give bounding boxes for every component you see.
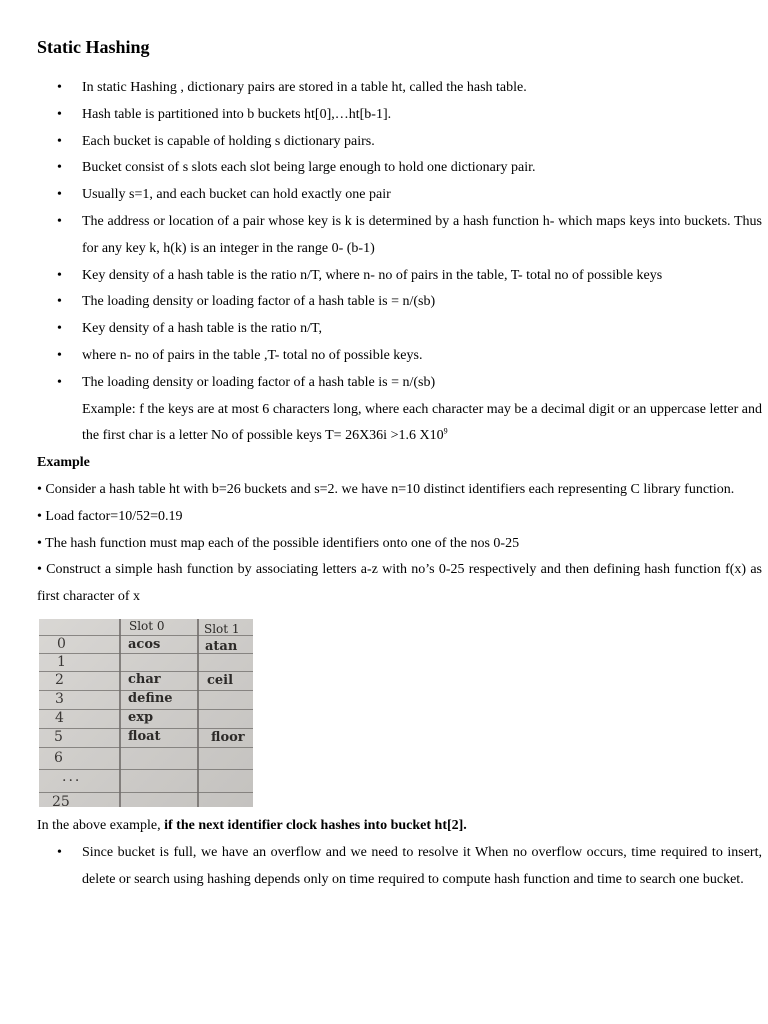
bullet-item: • Key density of a hash table is the ratio n/T, where n- no of pairs in the table, T- total no of possible keys (37, 263, 762, 290)
bucket-index: 2 (55, 671, 64, 688)
bullet-item: • The address or location of a pair whose key is k is determined by a hash function h- which maps keys into buckets. Thus for any key k, h(k) is an integer in the range 0- (b-1) (37, 209, 762, 263)
bullet-dot-icon: • (57, 321, 62, 337)
overflow-intro: In the above example, if the next identifier clock hashes into bucket ht[2]. (37, 817, 467, 833)
bullet-dot-icon: • (57, 347, 62, 363)
example-point: • The hash function must map each of the possible identifiers onto one of the nos 0-25 (37, 535, 520, 551)
slot-0-cell: float (128, 728, 161, 744)
bucket-index: 5 (54, 728, 63, 745)
exponent: 9 (443, 426, 448, 436)
bucket-index: 6 (54, 749, 63, 766)
bullet-item: • Bucket consist of s slots each slot being large enough to hold one dictionary pair. (37, 155, 762, 182)
bullet-dot-icon: • (57, 294, 62, 310)
document-page (37, 30, 762, 893)
bullet-item: • Hash table is partitioned into b buckets ht[0],…ht[b-1]. (37, 102, 762, 129)
bucket-index: 3 (55, 690, 64, 707)
bullet-item: • Since bucket is full, we have an overflow and we need to resolve it When no overflow occurs, time required to insert, delete or search using hashing depends only on time required to compute hash function and time to search one bucket. (37, 840, 762, 894)
slot-1-header: Slot 1 (204, 621, 240, 636)
example-point: • Construct a simple hash function by associating letters a-z with no’s 0-25 respectively and then defining hash function f(x) as first character of x (37, 562, 762, 605)
bullet-item: • where n- no of pairs in the table ,T- total no of possible keys. (37, 343, 762, 370)
example-heading: Example (37, 455, 90, 471)
bucket-index: 4 (55, 709, 64, 726)
slot-0-cell: char (128, 671, 161, 687)
slot-0-cell: exp (128, 709, 154, 725)
bullet-dot-icon: • (57, 213, 62, 229)
bucket-index: 1 (57, 653, 66, 670)
bullet-item: • The loading density or loading factor of a hash table is = n/(sb) (37, 289, 762, 316)
bullet-dot-icon: • (57, 187, 62, 203)
bullet-item: • In static Hashing , dictionary pairs are stored in a table ht, called the hash table. (37, 75, 762, 102)
slot-1-cell: floor (211, 729, 245, 745)
column-divider (119, 619, 121, 807)
bullet-dot-icon: • (57, 133, 62, 149)
hash-table-photo (39, 619, 253, 807)
example-note: Example: f the keys are at most 6 characters long, where each character may be a decimal digit or an uppercase letter and the first char is a letter No of possible keys T= 26X36i >1.6 $X10^9$ (82, 401, 762, 444)
bullet-item: • Usually s=1, and each bucket can hold exactly one pair (37, 182, 762, 209)
bullet-dot-icon: • (57, 374, 62, 390)
row-divider (39, 747, 253, 748)
example-point: • Load factor=10/52=0.19 (37, 508, 183, 524)
slot-0-header: Slot 0 (129, 618, 165, 633)
bullet-item: • The loading density or loading factor of a hash table is = n/(sb) (37, 370, 762, 397)
column-divider (197, 619, 199, 807)
definition-list (37, 75, 762, 397)
bucket-index: 25 (52, 793, 70, 807)
example-point: • Consider a hash table ht with b=26 buckets and s=2. we have n=10 distinct identifiers each representing C library function. (37, 481, 735, 497)
bucket-index: 0 (57, 635, 66, 652)
bullet-dot-icon: • (57, 267, 62, 283)
bullet-dot-icon: • (57, 160, 62, 176)
bullet-item: • Key density of a hash table is the ratio n/T, (37, 316, 762, 343)
page-title: Static Hashing (37, 37, 150, 57)
bucket-index: ... (62, 768, 82, 785)
row-divider (39, 792, 253, 793)
bullet-dot-icon: • (57, 106, 62, 122)
slot-0-cell: define (128, 690, 173, 706)
slot-0-cell: acos (128, 636, 161, 652)
slot-1-cell: atan (205, 638, 238, 654)
overflow-list (37, 840, 762, 894)
bullet-dot-icon: • (57, 844, 62, 860)
slot-1-cell: ceil (207, 672, 234, 688)
bullet-item: • Each bucket is capable of holding s dictionary pairs. (37, 129, 762, 156)
bullet-dot-icon: • (57, 80, 62, 95)
